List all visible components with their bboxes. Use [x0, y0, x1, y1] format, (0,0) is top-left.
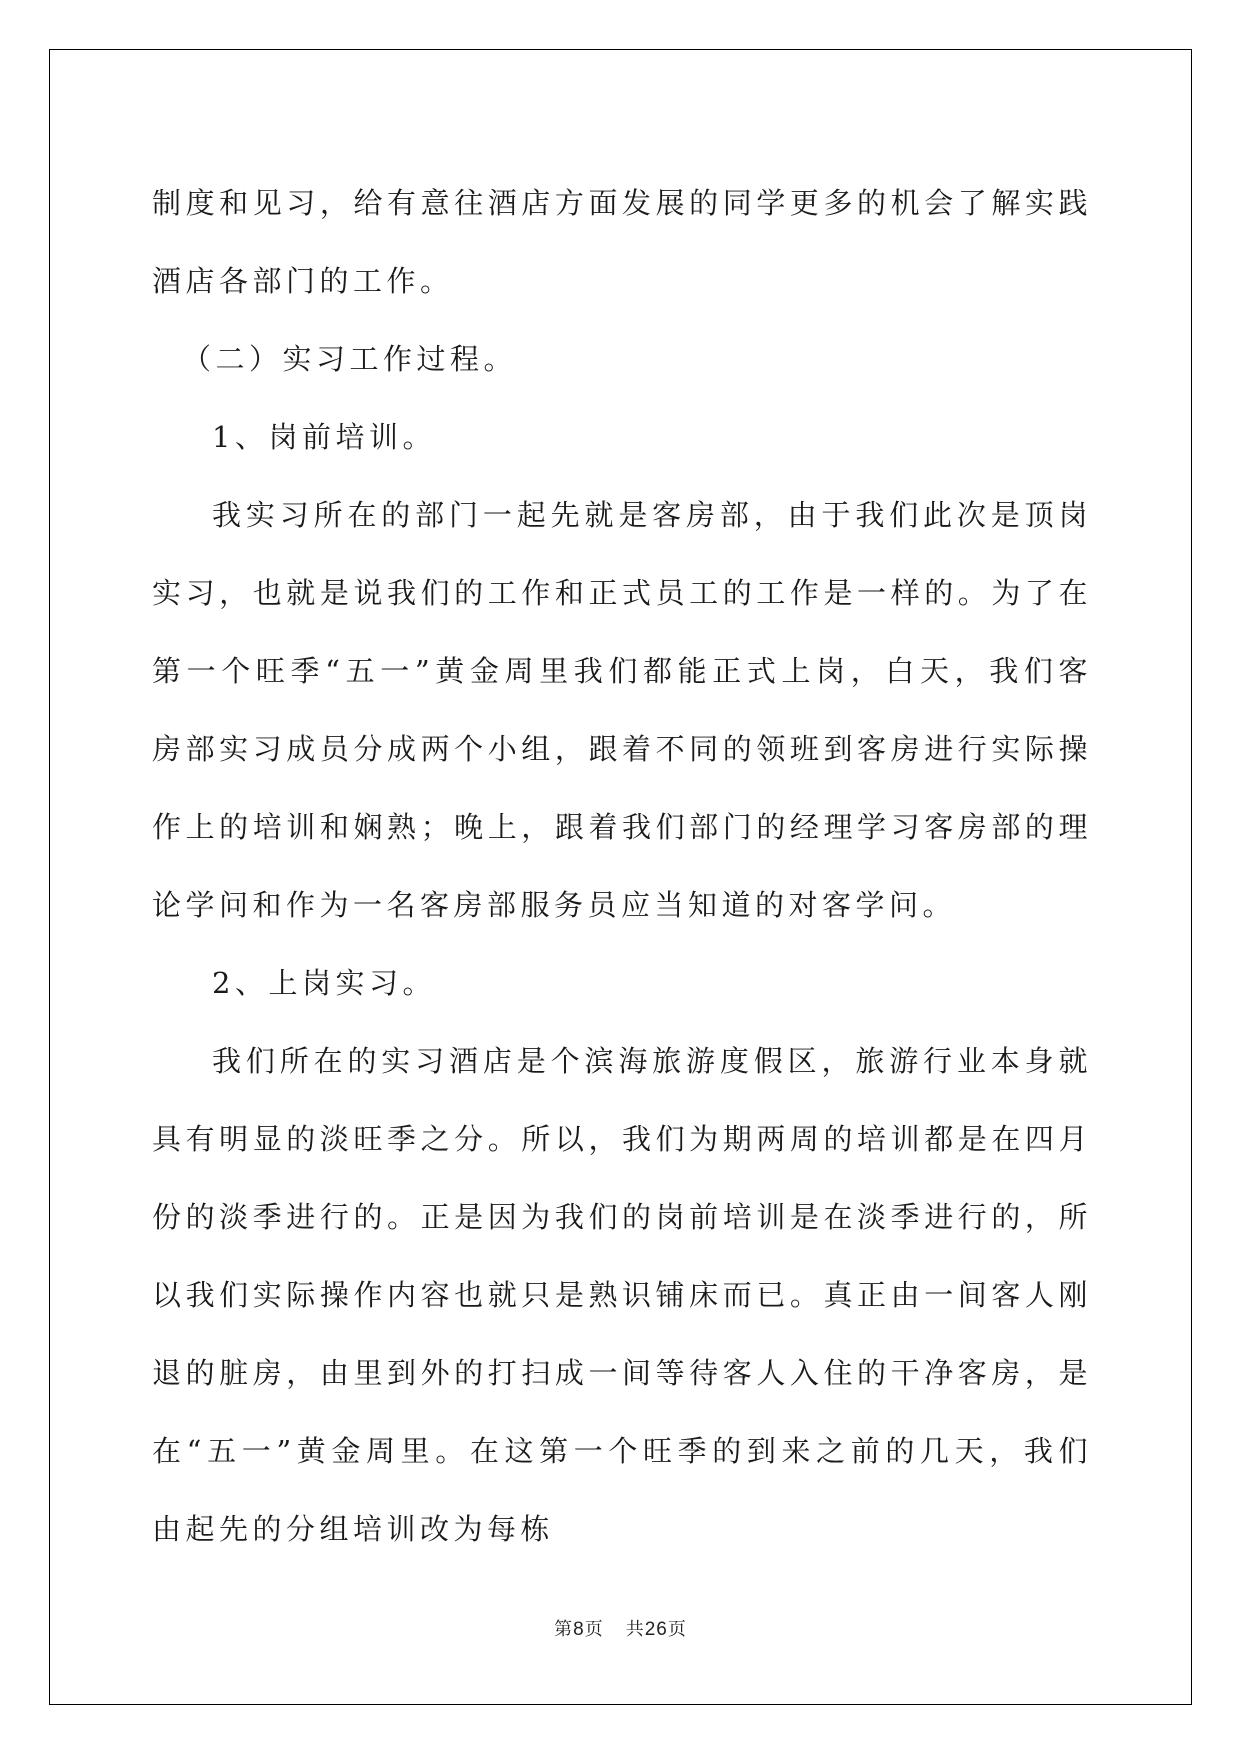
- section-heading: （二）实习工作过程。: [182, 342, 518, 376]
- subsection-heading-internship: 2、上岗实习。: [212, 966, 436, 1000]
- total-pages: 26: [644, 1619, 668, 1640]
- paragraph-internship: 我们所在的实习酒店是个滨海旅游度假区，旅游行业本身就具有明显的淡旺季之分。所以，我们为期两周的培训都是在四月份的淡季进行的。正是因为我们的岗前培训是在淡季进行的，所以我们实际操作内容也就只是熟识铺床而已。真正由一间客人刚退的脏房，由里到外的打扫成一间等待客人入住的干净客房，是在“五一”黄金周里。在这第一个旺季的到来之前的几天，我们由起先的分组培训改为每栋: [152, 1044, 1092, 1546]
- page-number: 8: [573, 1619, 585, 1640]
- paragraph-training: 我实习所在的部门一起先就是客房部，由于我们此次是顶岗实习，也就是说我们的工作和正式员工的工作是一样的。为了在第一个旺季“五一”黄金周里我们都能正式上岗，白天，我们客房部实习成员分成两个小组，跟着不同的领班到客房进行实际操作上的培训和娴熟；晚上，跟着我们部门的经理学习客房部的理论学问和作为一名客房部服务员应当知道的对客学问。: [152, 498, 1092, 922]
- page-suffix: 页: [584, 1619, 604, 1640]
- total-prefix: 共: [625, 1619, 645, 1640]
- subsection-heading-training: 1、岗前培训。: [212, 420, 436, 454]
- page-footer: [0, 1619, 1241, 1641]
- document-body: [152, 164, 1092, 1568]
- total-suffix: 页: [667, 1619, 687, 1640]
- paragraph-continuation: 制度和见习，给有意往酒店方面发展的同学更多的机会了解实践酒店各部门的工作。: [152, 186, 1092, 298]
- page-prefix: 第: [554, 1619, 574, 1640]
